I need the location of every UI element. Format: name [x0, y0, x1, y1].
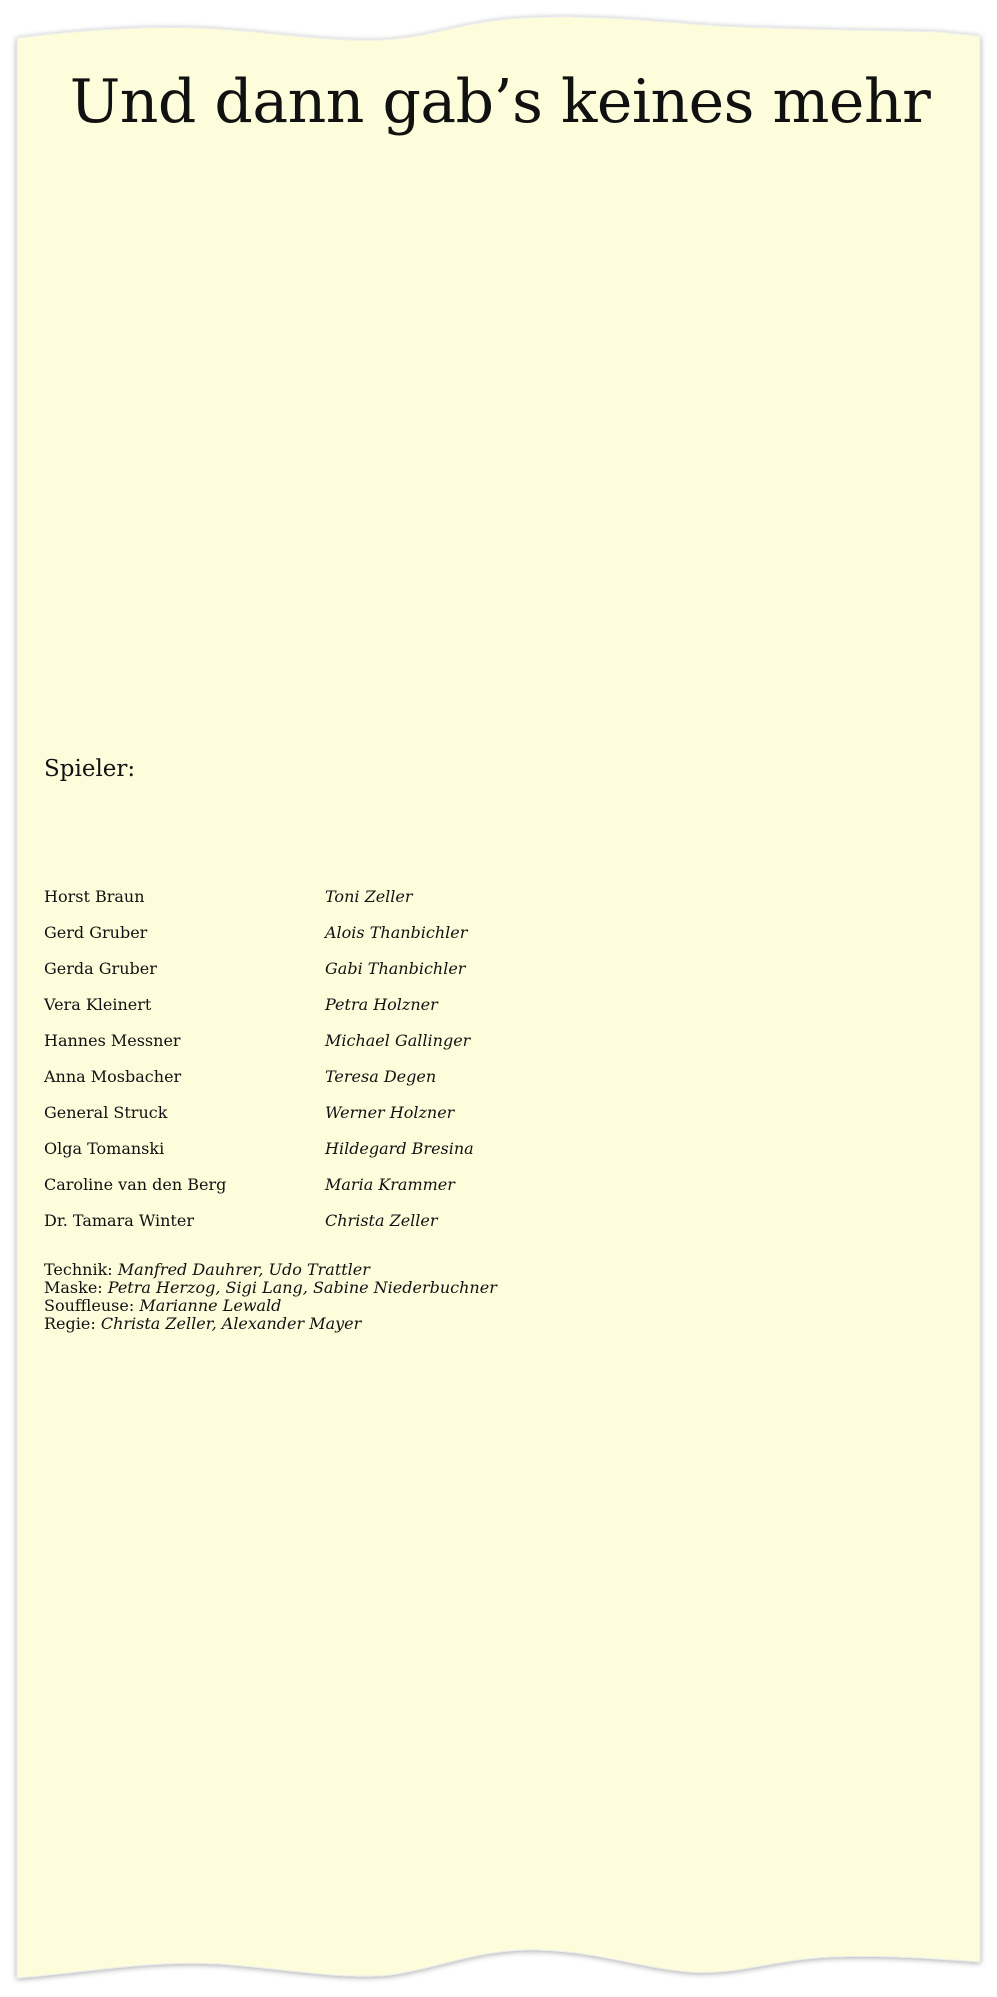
crew-credits	[44, 1261, 744, 1333]
cast-actor: Gabi Thanbichler	[325, 959, 466, 978]
cast-role: General Struck	[44, 1103, 168, 1122]
cast-actor: Teresa Degen	[325, 1067, 437, 1086]
cast-row	[44, 1095, 644, 1131]
crew-names: Christa Zeller, Alexander Mayer	[100, 1314, 362, 1333]
crew-label: Souffleuse:	[44, 1296, 135, 1315]
crew-names: Marianne Lewald	[139, 1296, 282, 1315]
cast-role: Gerda Gruber	[44, 959, 157, 978]
cast-role: Vera Kleinert	[44, 995, 152, 1014]
cast-row	[44, 1167, 644, 1203]
page-content	[44, 60, 956, 1920]
cast-role: Gerd Gruber	[44, 923, 148, 942]
cast-row	[44, 915, 644, 951]
cast-actor: Christa Zeller	[325, 1211, 438, 1230]
cast-row	[44, 1203, 644, 1239]
crew-label: Technik:	[44, 1260, 113, 1279]
cast-list	[44, 879, 644, 1239]
cast-row	[44, 879, 644, 915]
cast-role: Anna Mosbacher	[44, 1067, 182, 1086]
cast-heading: Spieler:	[44, 756, 136, 782]
cast-actor: Toni Zeller	[325, 887, 413, 906]
crew-names: Manfred Dauhrer, Udo Trattler	[117, 1260, 370, 1279]
cast-role: Horst Braun	[44, 887, 145, 906]
cast-actor: Petra Holzner	[325, 995, 438, 1014]
cast-actor: Hildegard Bresina	[325, 1139, 474, 1158]
cast-row	[44, 951, 644, 987]
cast-actor: Maria Krammer	[325, 1175, 455, 1194]
cast-row	[44, 987, 644, 1023]
crew-label: Maske:	[44, 1278, 103, 1297]
crew-label: Regie:	[44, 1314, 96, 1333]
play-title: Und dann gab’s keines mehr	[69, 67, 931, 137]
crew-line	[44, 1279, 744, 1297]
cast-role: Olga Tomanski	[44, 1139, 165, 1158]
cast-role: Caroline van den Berg	[44, 1175, 227, 1194]
crew-line	[44, 1315, 744, 1333]
crew-names: Petra Herzog, Sigi Lang, Sabine Niederbuchner	[107, 1278, 497, 1297]
crew-line	[44, 1261, 744, 1279]
crew-line	[44, 1297, 744, 1315]
cast-actor: Alois Thanbichler	[325, 923, 468, 942]
cast-row	[44, 1131, 644, 1167]
cast-role: Dr. Tamara Winter	[44, 1211, 194, 1230]
cast-actor: Michael Gallinger	[325, 1031, 471, 1050]
cast-row	[44, 1059, 644, 1095]
cast-row	[44, 1023, 644, 1059]
cast-actor: Werner Holzner	[325, 1103, 455, 1122]
cast-role: Hannes Messner	[44, 1031, 181, 1050]
